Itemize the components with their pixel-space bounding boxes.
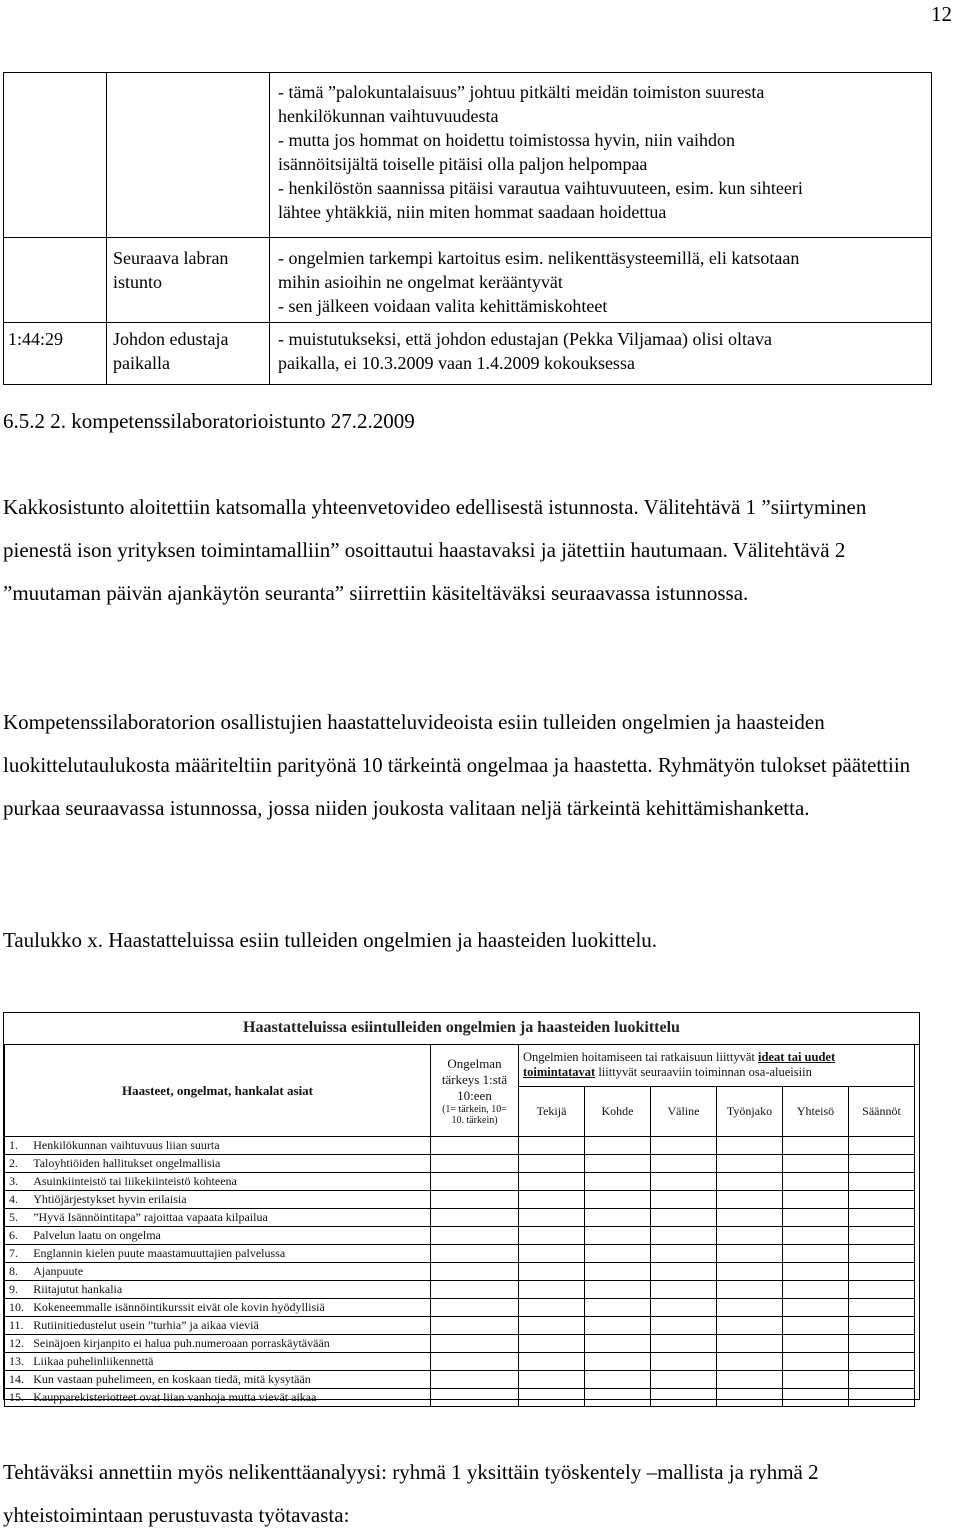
empty-cell bbox=[717, 1353, 783, 1371]
importance-column-header bbox=[431, 1045, 519, 1137]
classification-table-title: Haastatteluissa esiintulleiden ongelmien ja haasteiden luokittelu bbox=[4, 1013, 919, 1045]
empty-cell bbox=[717, 1263, 783, 1281]
empty-cell bbox=[651, 1353, 717, 1371]
empty-cell bbox=[849, 1137, 915, 1155]
subcolumn-header: Kohde bbox=[585, 1086, 651, 1136]
page-number: 12 bbox=[931, 2, 952, 26]
empty-cell bbox=[651, 1335, 717, 1353]
empty-cell bbox=[783, 1155, 849, 1173]
table-row bbox=[5, 1137, 915, 1155]
item-number: 3. bbox=[5, 1173, 30, 1191]
empty-cell bbox=[519, 1155, 585, 1173]
empty-cell bbox=[585, 1371, 651, 1389]
empty-cell bbox=[717, 1281, 783, 1299]
time-cell bbox=[4, 73, 107, 238]
item-number: 7. bbox=[5, 1245, 30, 1263]
empty-cell bbox=[519, 1209, 585, 1227]
empty-cell bbox=[651, 1191, 717, 1209]
empty-cell bbox=[519, 1263, 585, 1281]
topic-text: Johdon edustaja paikalla bbox=[113, 329, 229, 373]
empty-cell bbox=[431, 1245, 519, 1263]
note-line: lähtee yhtäkkiä, niin miten hommat saadaan hoidettua bbox=[278, 202, 667, 222]
empty-cell bbox=[431, 1371, 519, 1389]
empty-cell bbox=[783, 1371, 849, 1389]
notes-cell bbox=[270, 73, 932, 238]
empty-cell bbox=[431, 1353, 519, 1371]
topic-cell bbox=[107, 323, 270, 385]
item-number: 10. bbox=[5, 1299, 30, 1317]
empty-cell bbox=[717, 1317, 783, 1335]
item-number: 4. bbox=[5, 1191, 30, 1209]
empty-cell bbox=[717, 1137, 783, 1155]
empty-cell bbox=[651, 1299, 717, 1317]
classification-table-body bbox=[5, 1137, 915, 1407]
note-line: - henkilöstön saannissa pitäisi varautua vaihtuvuuteen, esim. kun sihteeri bbox=[278, 178, 803, 198]
empty-cell bbox=[651, 1245, 717, 1263]
empty-cell bbox=[849, 1209, 915, 1227]
paragraph-2: Kompetenssilaboratorion osallistujien haastatteluvideoista esiin tulleiden ongelmien ja haasteiden luokittelutaulukosta määriteltiin parityönä 10 tärkeintä ongelmaa ja haastetta. Ryhmätyön tulokset päätettiin purkaa seuraavassa istunnossa, jossa niiden joukosta valitaan neljä tärkeintä kehittämishanketta. bbox=[3, 710, 911, 820]
ideas-header-pre: Ongelmien hoitamiseen tai ratkaisuun liittyvät bbox=[523, 1050, 755, 1065]
empty-cell bbox=[431, 1263, 519, 1281]
empty-cell bbox=[717, 1209, 783, 1227]
item-number: 8. bbox=[5, 1263, 30, 1281]
empty-cell bbox=[849, 1389, 915, 1407]
empty-cell bbox=[585, 1155, 651, 1173]
empty-cell bbox=[431, 1191, 519, 1209]
empty-cell bbox=[651, 1317, 717, 1335]
empty-cell bbox=[519, 1281, 585, 1299]
item-number: 9. bbox=[5, 1281, 30, 1299]
empty-cell bbox=[585, 1335, 651, 1353]
empty-cell bbox=[519, 1335, 585, 1353]
table-row bbox=[5, 1209, 915, 1227]
empty-cell bbox=[783, 1317, 849, 1335]
empty-cell bbox=[717, 1371, 783, 1389]
empty-cell bbox=[849, 1371, 915, 1389]
empty-cell bbox=[431, 1227, 519, 1245]
empty-cell bbox=[585, 1299, 651, 1317]
empty-cell bbox=[431, 1335, 519, 1353]
empty-cell bbox=[431, 1317, 519, 1335]
minutes-table bbox=[3, 72, 932, 385]
empty-cell bbox=[849, 1317, 915, 1335]
empty-cell bbox=[717, 1173, 783, 1191]
item-text: Kokeneemmalle isännöintikurssit eivät ole kovin hyödyllisiä bbox=[29, 1299, 430, 1317]
item-text: Rutiinitiedustelut usein ”turhia” ja aikaa vieviä bbox=[29, 1317, 430, 1335]
note-line: isännöitsijältä toiselle pitäisi olla paljon helpompaa bbox=[278, 154, 648, 174]
notes-cell bbox=[270, 238, 932, 323]
table-row bbox=[5, 1317, 915, 1335]
note-line: - mutta jos hommat on hoidettu toimistossa hyvin, niin vaihdon bbox=[278, 130, 735, 150]
empty-cell bbox=[519, 1245, 585, 1263]
paragraph-1: Kakkosistunto aloitettiin katsomalla yhteenvetovideo edellisestä istunnosta. Välitehtävä 1 ”siirtyminen pienestä ison yrityksen toimintamalliin” osoittautui haastavaksi ja jätettiin hautumaan. Välitehtävä 2 ”muutaman päivän ajankäytön seuranta” siirrettiin käsiteltäväksi seuraavassa istunnossa. bbox=[3, 495, 867, 605]
note-line: - muistutukseksi, että johdon edustajan (Pekka Viljamaa) olisi oltava bbox=[278, 329, 772, 349]
empty-cell bbox=[849, 1191, 915, 1209]
note-line: mihin asioihin ne ongelmat kerääntyvät bbox=[278, 272, 563, 292]
item-text: Taloyhtiöiden hallitukset ongelmallisia bbox=[29, 1155, 430, 1173]
notes-cell bbox=[270, 323, 932, 385]
empty-cell bbox=[717, 1155, 783, 1173]
table-row bbox=[5, 1155, 915, 1173]
empty-cell bbox=[651, 1371, 717, 1389]
table-row bbox=[4, 323, 932, 385]
empty-cell bbox=[585, 1263, 651, 1281]
empty-cell bbox=[585, 1317, 651, 1335]
table-row bbox=[5, 1245, 915, 1263]
item-text: Riitajutut hankalia bbox=[29, 1281, 430, 1299]
empty-cell bbox=[651, 1209, 717, 1227]
section-heading: 6.5.2 2. kompetenssilaboratorioistunto 27.2.2009 bbox=[3, 409, 415, 433]
table-row bbox=[5, 1281, 915, 1299]
empty-cell bbox=[585, 1137, 651, 1155]
empty-cell bbox=[717, 1227, 783, 1245]
item-number: 14. bbox=[5, 1371, 30, 1389]
empty-cell bbox=[717, 1299, 783, 1317]
item-number: 15. bbox=[5, 1389, 30, 1407]
table-row bbox=[5, 1389, 915, 1407]
empty-cell bbox=[849, 1299, 915, 1317]
item-text: Ajanpuute bbox=[29, 1263, 430, 1281]
subcolumn-header: Yhteisö bbox=[783, 1086, 849, 1136]
empty-cell bbox=[519, 1299, 585, 1317]
item-text: Seinäjoen kirjanpito ei halua puh.numeroaan porraskäytävään bbox=[29, 1335, 430, 1353]
classification-table-image bbox=[3, 1012, 920, 1404]
empty-cell bbox=[783, 1173, 849, 1191]
empty-cell bbox=[431, 1137, 519, 1155]
empty-cell bbox=[849, 1335, 915, 1353]
empty-cell bbox=[519, 1191, 585, 1209]
subcolumn-header: Säännöt bbox=[849, 1086, 915, 1136]
item-number: 5. bbox=[5, 1209, 30, 1227]
empty-cell bbox=[783, 1191, 849, 1209]
empty-cell bbox=[431, 1155, 519, 1173]
empty-cell bbox=[651, 1389, 717, 1407]
paragraph-3: Tehtäväksi annettiin myös nelikenttäanalyysi: ryhmä 1 yksittäin työskentely –mallista ja ryhmä 2 yhteistoimintaan perustuvasta työtavasta: bbox=[3, 1460, 819, 1527]
table-row bbox=[5, 1227, 915, 1245]
item-text: Yhtiöjärjestykset hyvin erilaisia bbox=[29, 1191, 430, 1209]
time-cell bbox=[4, 238, 107, 323]
item-text: Asuinkiinteistö tai liikekiinteistö kohteena bbox=[29, 1173, 430, 1191]
empty-cell bbox=[783, 1263, 849, 1281]
empty-cell bbox=[849, 1353, 915, 1371]
empty-cell bbox=[519, 1173, 585, 1191]
table-row bbox=[5, 1263, 915, 1281]
empty-cell bbox=[783, 1281, 849, 1299]
empty-cell bbox=[585, 1191, 651, 1209]
empty-cell bbox=[783, 1245, 849, 1263]
ideas-header-bold: ideat tai uudet toimintatavat bbox=[523, 1050, 836, 1080]
item-number: 11. bbox=[5, 1317, 30, 1335]
empty-cell bbox=[849, 1263, 915, 1281]
empty-cell bbox=[849, 1173, 915, 1191]
table-row bbox=[5, 1299, 915, 1317]
empty-cell bbox=[585, 1227, 651, 1245]
empty-cell bbox=[783, 1353, 849, 1371]
ideas-header-post: liittyvät seuraaviin toiminnan osa-alueisiin bbox=[598, 1065, 812, 1080]
item-number: 13. bbox=[5, 1353, 30, 1371]
header-row bbox=[5, 1045, 915, 1087]
empty-cell bbox=[651, 1281, 717, 1299]
empty-cell bbox=[849, 1281, 915, 1299]
table-row bbox=[5, 1335, 915, 1353]
empty-cell bbox=[717, 1335, 783, 1353]
empty-cell bbox=[783, 1209, 849, 1227]
empty-cell bbox=[717, 1389, 783, 1407]
topic-text: Seuraava labran istunto bbox=[113, 248, 229, 292]
empty-cell bbox=[585, 1245, 651, 1263]
note-line: paikalla, ei 10.3.2009 vaan 1.4.2009 kokouksessa bbox=[278, 353, 635, 373]
empty-cell bbox=[585, 1389, 651, 1407]
table-row bbox=[4, 73, 932, 238]
empty-cell bbox=[519, 1389, 585, 1407]
empty-cell bbox=[585, 1353, 651, 1371]
empty-cell bbox=[783, 1137, 849, 1155]
importance-header-note: (1= tärkein, 10= 10. tärkein) bbox=[442, 1103, 507, 1126]
empty-cell bbox=[849, 1155, 915, 1173]
item-number: 2. bbox=[5, 1155, 30, 1173]
topic-cell bbox=[107, 238, 270, 323]
empty-cell bbox=[519, 1137, 585, 1155]
note-line: - tämä ”palokuntalaisuus” johtuu pitkälti meidän toimiston suuresta bbox=[278, 82, 765, 102]
empty-cell bbox=[585, 1209, 651, 1227]
empty-cell bbox=[519, 1317, 585, 1335]
note-line: - sen jälkeen voidaan valita kehittämiskohteet bbox=[278, 296, 608, 316]
table-row bbox=[5, 1173, 915, 1191]
empty-cell bbox=[783, 1335, 849, 1353]
empty-cell bbox=[431, 1281, 519, 1299]
classification-table bbox=[4, 1044, 915, 1407]
subcolumn-header: Tekijä bbox=[519, 1086, 585, 1136]
empty-cell bbox=[849, 1245, 915, 1263]
item-text: Henkilökunnan vaihtuvuus liian suurta bbox=[29, 1137, 430, 1155]
subcolumn-header: Väline bbox=[651, 1086, 717, 1136]
empty-cell bbox=[519, 1353, 585, 1371]
empty-cell bbox=[651, 1227, 717, 1245]
empty-cell bbox=[849, 1227, 915, 1245]
topic-cell bbox=[107, 73, 270, 238]
table-row bbox=[5, 1353, 915, 1371]
time-cell: 1:44:29 bbox=[4, 323, 107, 385]
item-number: 1. bbox=[5, 1137, 30, 1155]
importance-header-text: Ongelman tärkeys 1:stä 10:een bbox=[441, 1055, 508, 1103]
empty-cell bbox=[431, 1209, 519, 1227]
item-text: Palvelun laatu on ongelma bbox=[29, 1227, 430, 1245]
empty-cell bbox=[717, 1245, 783, 1263]
empty-cell bbox=[519, 1227, 585, 1245]
table-row bbox=[5, 1191, 915, 1209]
empty-cell bbox=[783, 1389, 849, 1407]
empty-cell bbox=[431, 1173, 519, 1191]
item-number: 12. bbox=[5, 1335, 30, 1353]
item-text: ”Hyvä Isännöintitapa” rajoittaa vapaata kilpailua bbox=[29, 1209, 430, 1227]
ideas-column-header bbox=[519, 1045, 915, 1087]
subcolumn-header: Työnjako bbox=[717, 1086, 783, 1136]
empty-cell bbox=[585, 1173, 651, 1191]
empty-cell bbox=[651, 1263, 717, 1281]
empty-cell bbox=[431, 1299, 519, 1317]
empty-cell bbox=[651, 1155, 717, 1173]
item-number: 6. bbox=[5, 1227, 30, 1245]
issues-column-header: Haasteet, ongelmat, hankalat asiat bbox=[5, 1045, 431, 1137]
note-line: henkilökunnan vaihtuvuudesta bbox=[278, 106, 499, 126]
empty-cell bbox=[717, 1191, 783, 1209]
table-row bbox=[5, 1371, 915, 1389]
table-caption: Taulukko x. Haastatteluissa esiin tulleiden ongelmien ja haasteiden luokittelu. bbox=[3, 928, 658, 952]
empty-cell bbox=[585, 1281, 651, 1299]
item-text: Kaupparekisteriotteet ovat liian vanhoja mutta vievät aikaa bbox=[29, 1389, 430, 1407]
empty-cell bbox=[783, 1227, 849, 1245]
empty-cell bbox=[651, 1137, 717, 1155]
empty-cell bbox=[519, 1371, 585, 1389]
item-text: Kun vastaan puhelimeen, en koskaan tiedä, mitä kysytään bbox=[29, 1371, 430, 1389]
note-line: - ongelmien tarkempi kartoitus esim. nelikenttäsysteemillä, eli katsotaan bbox=[278, 248, 800, 268]
table-row bbox=[4, 238, 932, 323]
item-text: Liikaa puhelinliikennettä bbox=[29, 1353, 430, 1371]
empty-cell bbox=[783, 1299, 849, 1317]
empty-cell bbox=[431, 1389, 519, 1407]
item-text: Englannin kielen puute maastamuuttajien palvelussa bbox=[29, 1245, 430, 1263]
empty-cell bbox=[651, 1173, 717, 1191]
